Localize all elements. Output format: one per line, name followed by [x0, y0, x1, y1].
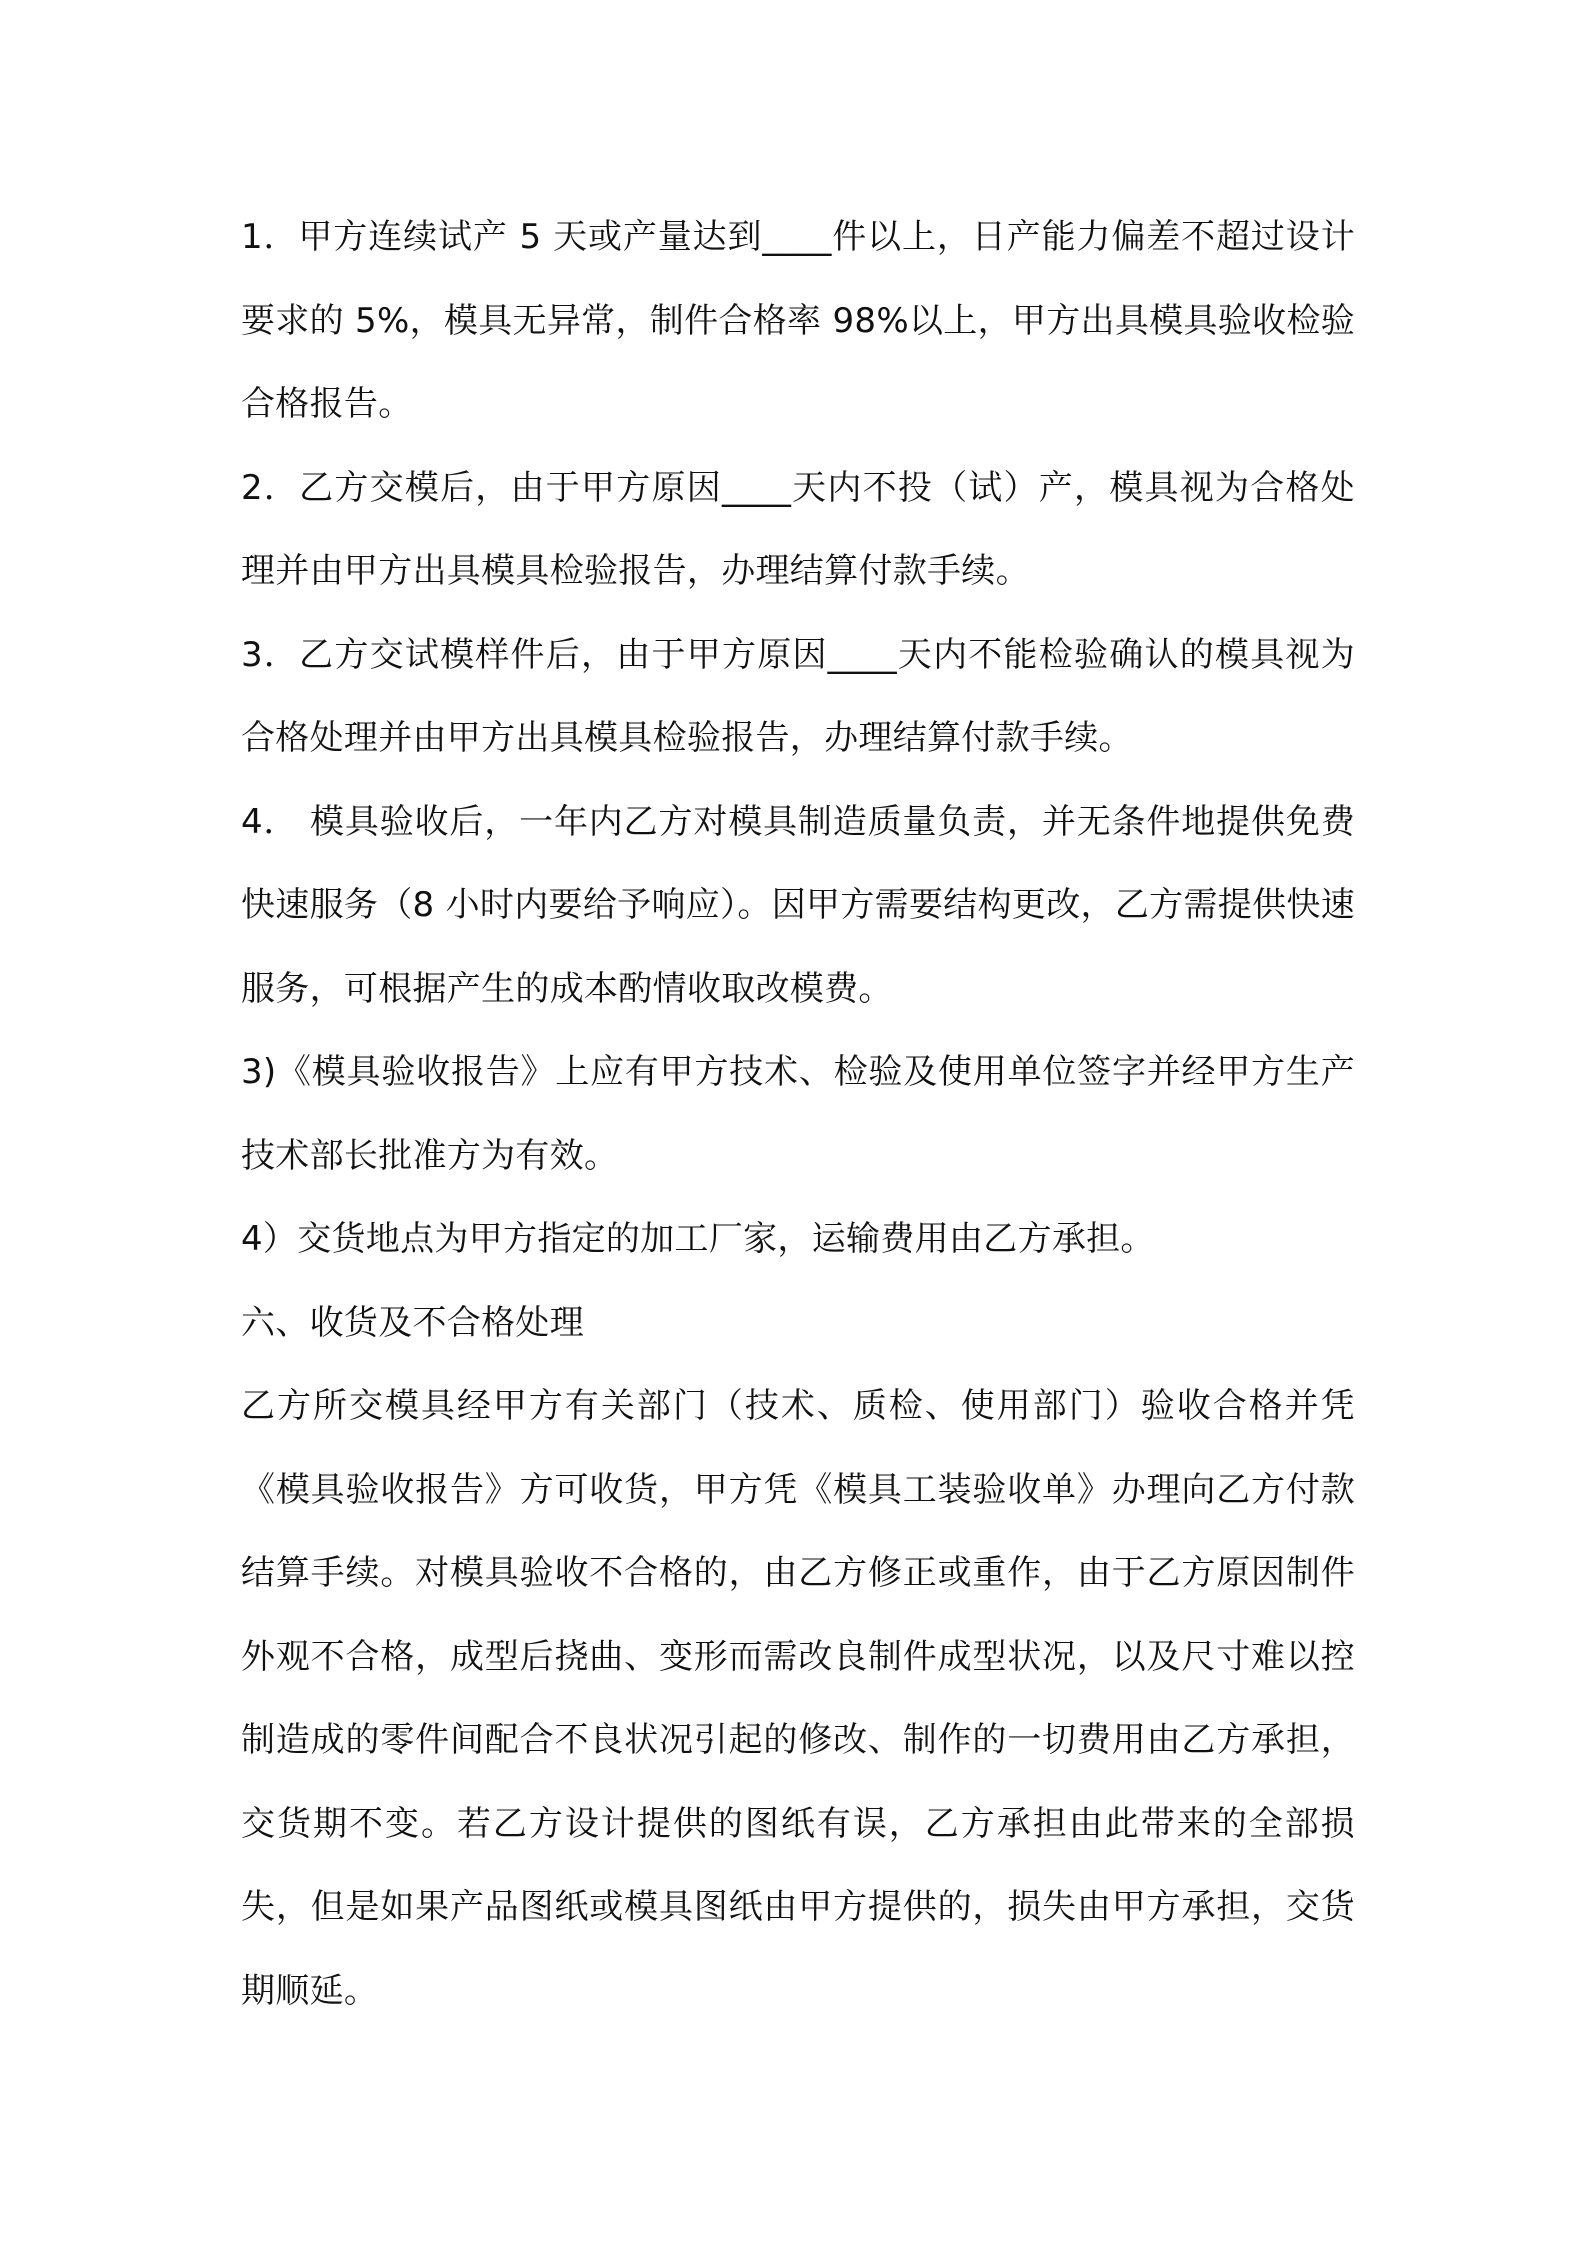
clause-4-delivery-location: 4）交货地点为甲方指定的加工厂家，运输费用由乙方承担。: [241, 1219, 1155, 1259]
clause-1-acceptance-criteria: 1．甲方连续试产 5 天或产量达到____件以上，日产能力偏差不超过设计要求的 5%，模具无异常，制件合格率 98%以上，甲方出具模具验收检验合格报告。: [241, 217, 1355, 424]
receipt-and-nonconformity-paragraph: 乙方所交模具经甲方有关部门（技术、质检、使用部门）验收合格并凭《模具验收报告》方可收货，甲方凭《模具工装验收单》办理向乙方付款结算手续。对模具验收不合格的，由乙方修正或重作，由于乙方原因制件外观不合格，成型后挠曲、变形而需改良制件成型状况，以及尺寸难以控制造成的零件间配合不良状况引起的修改、制作的一切费用由乙方承担，交货期不变。若乙方设计提供的图纸有误，乙方承担由此带来的全部损失，但是如果产品图纸或模具图纸由甲方提供的，损失由甲方承担，交货期顺延。: [241, 1386, 1355, 2011]
clause-4-warranty-service: 4． 模具验收后，一年内乙方对模具制造质量负责，并无条件地提供免费快速服务（8 小时内要给予响应）。因甲方需要结构更改，乙方需提供快速服务，可根据产生的成本酌情收取改模费。: [241, 801, 1355, 1009]
clause-2-delivery-without-production: 2．乙方交模后，由于甲方原因____天内不投（试）产，模具视为合格处理并由甲方出具模具检验报告，办理结算付款手续。: [241, 467, 1355, 591]
clause-3-acceptance-report-signature: 3)《模具验收报告》上应有甲方技术、检验及使用单位签字并经甲方生产技术部长批准方为有效。: [241, 1052, 1355, 1176]
clause-3-sample-not-inspected: 3．乙方交试模样件后，由于甲方原因____天内不能检验确认的模具视为合格处理并由甲方出具模具检验报告，办理结算付款手续。: [241, 634, 1355, 758]
document-body: [241, 196, 1355, 2033]
section-heading-receipt-nonconformity: 六、收货及不合格处理: [241, 1302, 584, 1343]
